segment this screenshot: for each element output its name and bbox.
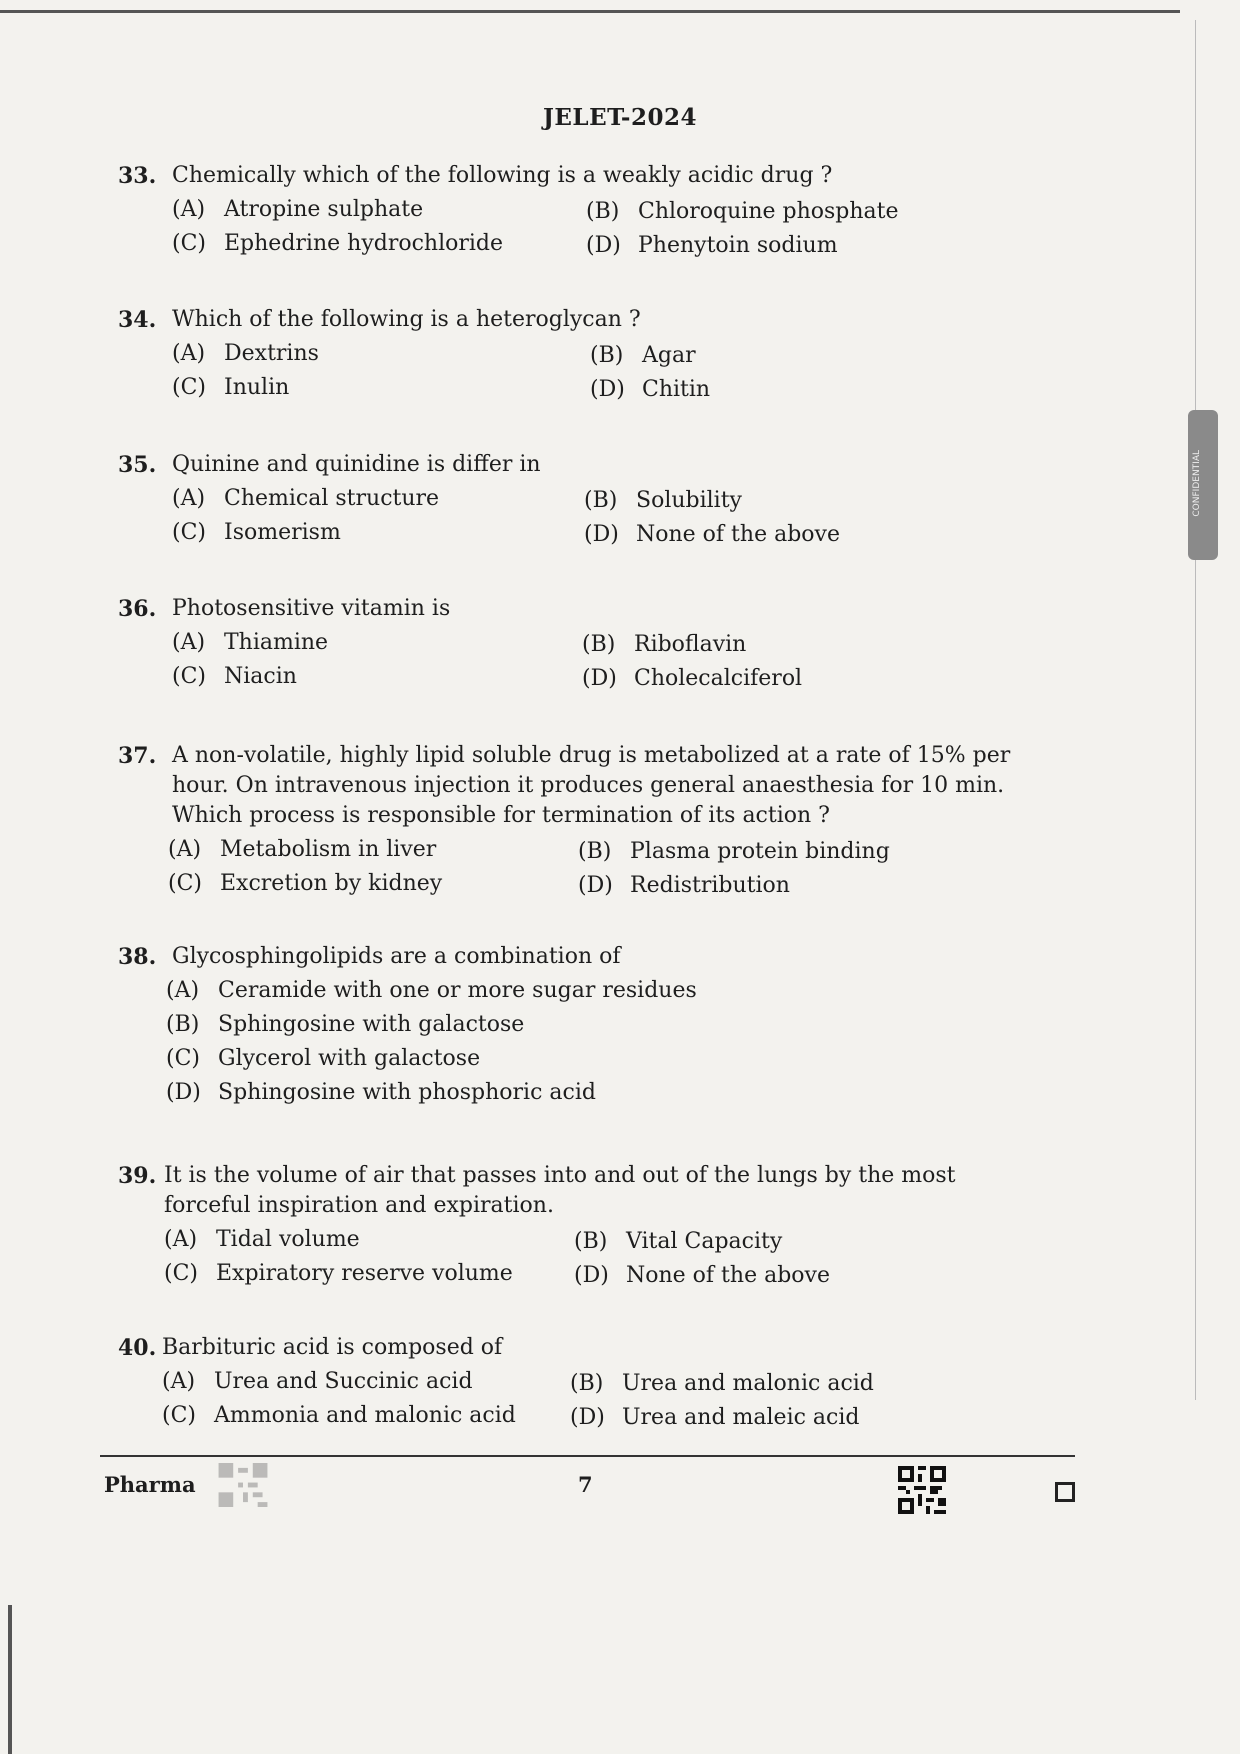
option-text: Ammonia and malonic acid (214, 1403, 516, 1428)
page-number: 7 (578, 1472, 593, 1497)
question-stem (172, 741, 1068, 831)
question-stem (162, 1333, 1068, 1363)
question-number: 33. (118, 163, 157, 189)
option-text: Inulin (224, 375, 290, 400)
option-label: (A) (172, 197, 206, 222)
option-label: (B) (590, 343, 624, 368)
option-label: (C) (172, 375, 206, 400)
confidential-stamp (1188, 410, 1218, 560)
option-label: (C) (172, 520, 206, 545)
question-stem (172, 942, 1068, 972)
option-text: Metabolism in liver (220, 837, 437, 862)
option-label: (B) (166, 1012, 200, 1037)
option-text: Plasma protein binding (630, 839, 890, 864)
options (166, 972, 1068, 1108)
stem-line: hour. On intravenous injection it produces general anaesthesia for 10 min. (172, 773, 1005, 798)
stem-line: Barbituric acid is composed of (162, 1335, 503, 1360)
options (172, 335, 1068, 403)
option-label: (D) (590, 377, 625, 402)
option-text: Solubility (636, 488, 742, 513)
stem-line: It is the volume of air that passes into and out of the lungs by the most (164, 1163, 956, 1188)
stamp-text: CONFIDENTIAL (1192, 450, 1202, 517)
option-label: (B) (570, 1371, 604, 1396)
options (168, 831, 1068, 899)
options (172, 624, 1068, 692)
faint-qr-code-icon (218, 1463, 268, 1507)
option-text: Tidal volume (216, 1227, 360, 1252)
option-text: Sphingosine with phosphoric acid (218, 1080, 596, 1105)
option-c[interactable] (162, 1401, 516, 1431)
option-b[interactable] (574, 1227, 782, 1257)
option-label: (B) (578, 839, 612, 864)
footer-divider (100, 1455, 1075, 1457)
option-label: (D) (166, 1080, 201, 1105)
option-a[interactable] (162, 1367, 473, 1397)
option-c[interactable] (172, 662, 297, 692)
option-text: Isomerism (224, 520, 341, 545)
option-text: Dextrins (224, 341, 319, 366)
option-text: Riboflavin (634, 632, 747, 657)
option-c[interactable] (164, 1259, 513, 1289)
option-label: (A) (162, 1369, 196, 1394)
question-stem (172, 305, 1068, 335)
question-34 (118, 305, 1068, 403)
option-text: Thiamine (224, 630, 329, 655)
stem-line: Chemically which of the following is a weakly acidic drug ? (172, 163, 833, 188)
option-text: Urea and maleic acid (622, 1405, 860, 1430)
option-d[interactable] (574, 1261, 830, 1291)
option-d[interactable] (584, 520, 840, 550)
option-label: (B) (574, 1229, 608, 1254)
option-label: (C) (164, 1261, 198, 1286)
option-label: (C) (162, 1403, 196, 1428)
option-label: (A) (172, 341, 206, 366)
stem-line: forceful inspiration and expiration. (164, 1193, 554, 1218)
option-c[interactable] (172, 373, 289, 403)
question-number: 38. (118, 944, 157, 970)
option-text: None of the above (626, 1263, 830, 1288)
option-text: Expiratory reserve volume (216, 1261, 513, 1286)
question-36 (118, 594, 1068, 692)
option-text: Atropine sulphate (224, 197, 424, 222)
stem-line: Glycosphingolipids are a combination of (172, 944, 621, 969)
option-label: (D) (586, 233, 621, 258)
question-number: 40. (118, 1335, 157, 1361)
option-text: Chemical structure (224, 486, 440, 511)
option-b[interactable] (584, 486, 742, 516)
option-label: (D) (582, 666, 617, 691)
option-text: Cholecalciferol (634, 666, 803, 691)
question-40 (118, 1333, 1068, 1431)
option-b[interactable] (570, 1369, 874, 1399)
question-number: 37. (118, 743, 157, 769)
subject-label: Pharma (104, 1472, 196, 1497)
option-label: (A) (168, 837, 202, 862)
top-border (0, 10, 1180, 13)
option-text: Excretion by kidney (220, 871, 443, 896)
option-label: (C) (166, 1046, 200, 1071)
option-d[interactable] (582, 664, 802, 694)
options (164, 1221, 1068, 1289)
option-text: Ephedrine hydrochloride (224, 231, 504, 256)
option-d[interactable] (586, 231, 838, 261)
option-a[interactable] (166, 976, 697, 1006)
option-label: (A) (164, 1227, 198, 1252)
option-text: Urea and Succinic acid (214, 1369, 473, 1394)
exam-title: JELET-2024 (543, 104, 697, 131)
option-d[interactable] (166, 1078, 596, 1108)
option-a[interactable] (172, 339, 319, 369)
question-33 (118, 161, 1068, 259)
option-text: None of the above (636, 522, 840, 547)
stem-line: Quinine and quinidine is differ in (172, 452, 541, 477)
options (172, 191, 1068, 259)
option-d[interactable] (578, 871, 790, 901)
question-stem (172, 450, 1068, 480)
option-text: Vital Capacity (626, 1229, 783, 1254)
option-b[interactable] (586, 197, 899, 227)
stem-line: Which of the following is a heteroglycan ? (172, 307, 641, 332)
option-text: Redistribution (630, 873, 790, 898)
options (172, 480, 1068, 548)
page-edge (1195, 20, 1196, 1400)
option-label: (C) (172, 231, 206, 256)
option-text: Chitin (642, 377, 711, 402)
question-stem (172, 594, 1068, 624)
qr-code-icon (898, 1466, 946, 1514)
page-edge-left (8, 1605, 12, 1754)
question-37 (118, 741, 1068, 899)
option-d[interactable] (570, 1403, 860, 1433)
option-text: Ceramide with one or more sugar residues (218, 978, 697, 1003)
option-text: Phenytoin sodium (638, 233, 838, 258)
question-stem (164, 1161, 1068, 1221)
option-d[interactable] (590, 375, 710, 405)
option-a[interactable] (172, 628, 328, 658)
option-a[interactable] (172, 195, 423, 225)
option-label: (B) (584, 488, 618, 513)
option-label: (D) (584, 522, 619, 547)
question-number: 35. (118, 452, 157, 478)
option-b[interactable] (166, 1010, 524, 1040)
option-label: (D) (578, 873, 613, 898)
option-text: Agar (642, 343, 696, 368)
option-c[interactable] (172, 229, 503, 259)
option-text: Sphingosine with galactose (218, 1012, 525, 1037)
question-35 (118, 450, 1068, 548)
stem-line: Which process is responsible for termination of its action ? (172, 803, 830, 828)
question-38 (118, 942, 1068, 1108)
option-label: (A) (172, 486, 206, 511)
option-c[interactable] (168, 869, 442, 899)
option-label: (C) (168, 871, 202, 896)
question-39 (118, 1161, 1068, 1289)
option-label: (C) (172, 664, 206, 689)
stem-line: A non-volatile, highly lipid soluble drug is metabolized at a rate of 15% per (172, 743, 1011, 768)
option-text: Niacin (224, 664, 297, 689)
option-label: (A) (172, 630, 206, 655)
option-label: (B) (586, 199, 620, 224)
option-b[interactable] (590, 341, 696, 371)
option-label: (B) (582, 632, 616, 657)
option-c[interactable] (166, 1044, 480, 1074)
option-a[interactable] (168, 835, 436, 865)
question-number: 36. (118, 596, 157, 622)
option-b[interactable] (582, 630, 746, 660)
option-c[interactable] (172, 518, 341, 548)
square-marker-icon (1055, 1482, 1075, 1502)
option-label: (D) (574, 1263, 609, 1288)
options (162, 1363, 1068, 1431)
question-stem (172, 161, 1068, 191)
stem-line: Photosensitive vitamin is (172, 596, 451, 621)
option-b[interactable] (578, 837, 890, 867)
option-text: Chloroquine phosphate (638, 199, 899, 224)
option-text: Urea and malonic acid (622, 1371, 874, 1396)
option-label: (D) (570, 1405, 605, 1430)
option-text: Glycerol with galactose (218, 1046, 481, 1071)
question-number: 39. (118, 1163, 157, 1189)
option-label: (A) (166, 978, 200, 1003)
question-number: 34. (118, 307, 157, 333)
option-a[interactable] (164, 1225, 360, 1255)
option-a[interactable] (172, 484, 439, 514)
